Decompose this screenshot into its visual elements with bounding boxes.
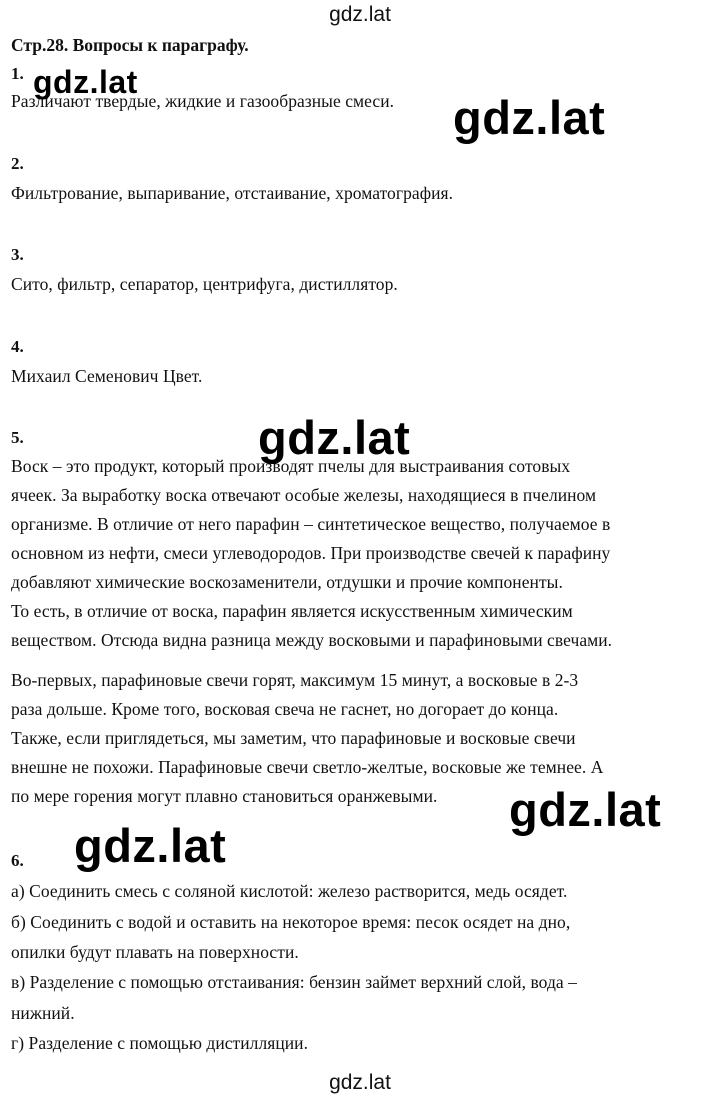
answer-line: внешне не похожи. Парафиновые свечи светло-желтые, восковые же темнее. А	[11, 757, 604, 777]
question-number-4: 4.	[11, 337, 24, 356]
answer-line: основном из нефти, смеси углеводородов. При производстве свечей к парафину	[11, 543, 611, 563]
question-number-2: 2.	[11, 154, 24, 173]
watermark: gdz.lat	[258, 411, 411, 464]
watermark: gdz.lat	[453, 91, 606, 144]
answer-line: Во-первых, парафиновые свечи горят, максимум 15 минут, а восковые в 2-3	[11, 670, 579, 690]
answer-line: Фильтрование, выпаривание, отстаивание, хроматография.	[11, 183, 454, 203]
answer-line: по мере горения могут плавно становиться оранжевыми.	[11, 786, 438, 806]
answer-line: организме. В отличие от него парафин – синтетическое вещество, получаемое в	[11, 514, 611, 534]
answer-line: раза дольше. Кроме того, восковая свеча не гаснет, но догорает до конца.	[11, 699, 559, 719]
watermark: gdz.lat	[33, 64, 138, 100]
watermark: gdz.lat	[509, 783, 662, 836]
page-title: Стр.28. Вопросы к параграфу.	[11, 35, 249, 55]
answer-line: Сито, фильтр, сепаратор, центрифуга, дистиллятор.	[11, 274, 398, 294]
answer-line: нижний.	[11, 1003, 75, 1023]
question-number-5: 5.	[11, 428, 24, 447]
answer-line: добавляют химические воскозаменители, отдушки и прочие компоненты.	[11, 572, 563, 592]
watermark: gdz.lat	[74, 819, 227, 872]
site-label-bottom: gdz.lat	[329, 1071, 391, 1094]
answer-line: То есть, в отличие от воска, парафин является искусственным химическим	[11, 601, 573, 621]
answer-line: Воск – это продукт, который производят пчелы для выстраивания сотовых	[11, 456, 571, 476]
question-number-6: 6.	[11, 851, 24, 870]
answer-line: г) Разделение с помощью дистилляции.	[11, 1033, 309, 1053]
answer-line: веществом. Отсюда видна разница между восковыми и парафиновыми свечами.	[11, 630, 613, 650]
answer-line: а) Соединить смесь с соляной кислотой: железо растворится, медь осядет.	[11, 881, 568, 901]
answer-line: Различают твердые, жидкие и газообразные смеси.	[11, 91, 395, 111]
answer-line: Михаил Семенович Цвет.	[11, 366, 203, 386]
answer-line: опилки будут плавать на поверхности.	[11, 942, 299, 962]
question-number-3: 3.	[11, 245, 24, 264]
site-label-top: gdz.lat	[329, 3, 391, 26]
question-number-1: 1.	[11, 64, 24, 83]
answer-line: в) Разделение с помощью отстаивания: бензин займет верхний слой, вода –	[11, 972, 577, 992]
answer-line: Также, если приглядеться, мы заметим, что парафиновые и восковые свечи	[11, 728, 576, 748]
answer-line: б) Соединить с водой и оставить на некоторое время: песок осядет на дно,	[11, 912, 571, 932]
answer-line: ячеек. За выработку воска отвечают особые железы, находящиеся в пчелином	[11, 485, 597, 505]
